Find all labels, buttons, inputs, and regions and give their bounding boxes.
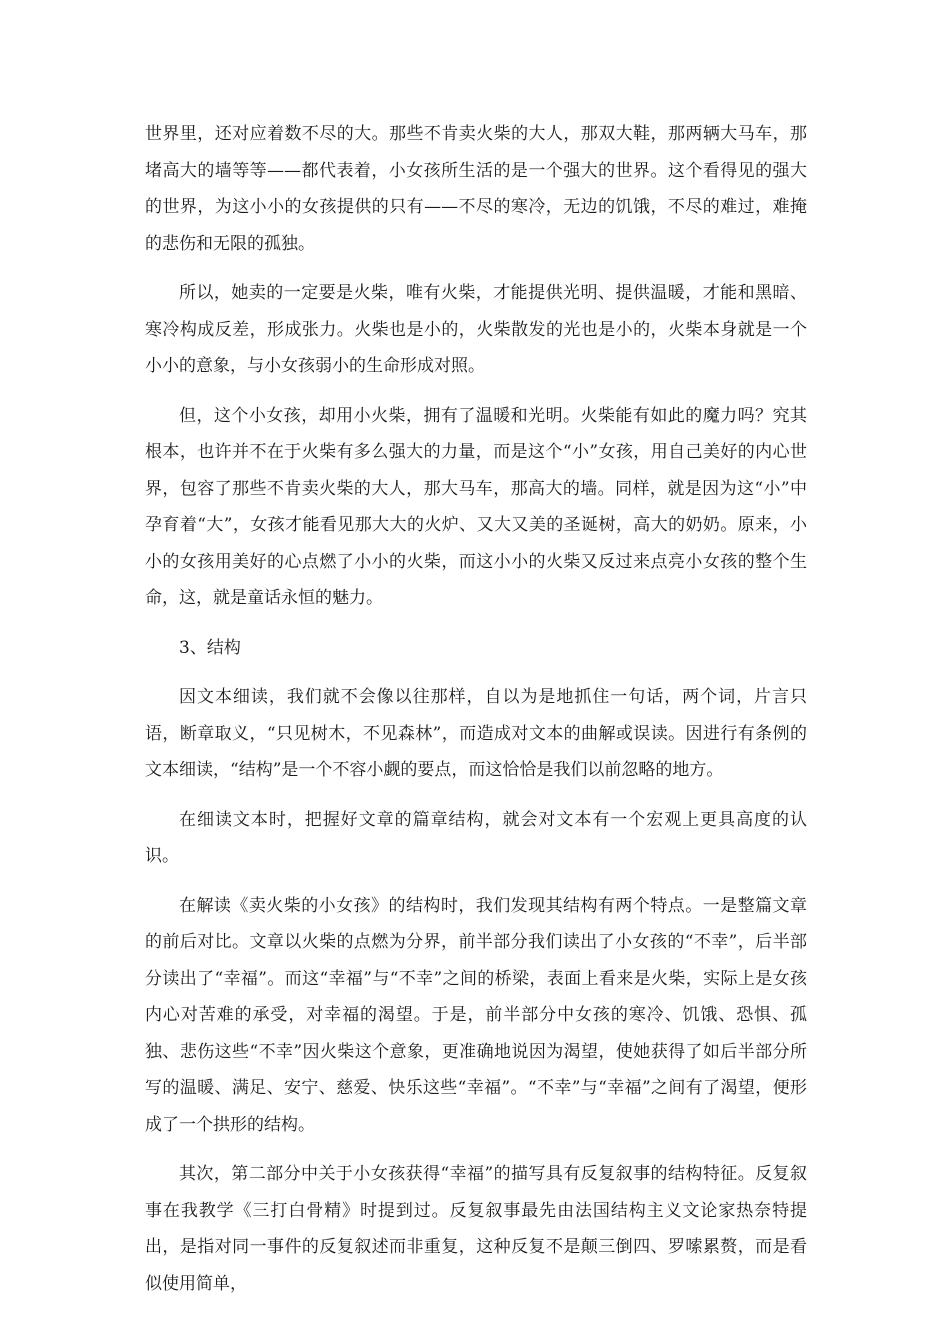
paragraph-match-choice: 所以，她卖的一定要是火柴，唯有火柴，才能提供光明、提供温暖，才能和黑暗、寒冷构成反差，形成张力。火柴也是小的，火柴散发的光也是小的，火柴本身就是一个小小的意象，与小女孩弱小的生命形成对照。 [145, 283, 807, 376]
paragraph-continued: 世界里，还对应着数不尽的大。那些不肯卖火柴的大人，那双大鞋，那两辆大马车，那堵高大的墙等等——都代表着，小女孩所生活的是一个强大的世界。这个看得见的强大的世界，为这小小的女孩提供的只有——不尽的寒冷，无边的饥饿，不尽的难过，难掩的悲伤和无限的孤独。 [145, 124, 807, 254]
paragraph-small-and-big: 但，这个小女孩，却用小火柴，拥有了温暖和光明。火柴能有如此的魔力吗？究其根本，也许并不在于火柴有多么强大的力量，而是这个“小”女孩，用自己美好的内心世界，包容了那些不肯卖火柴的大人，那大马车，那高大的墙。同样，就是因为这“小”中孕育着“大”，女孩才能看见那大大的火炉、又大又美的圣诞树，高大的奶奶。原来，小小的女孩用美好的心点燃了小小的火柴，而这小小的火柴又反过来点亮小女孩的整个生命，这，就是童话永恒的魅力。 [145, 405, 807, 608]
document-body [145, 116, 807, 1315]
paragraph-grasp-structure: 在细读文本时，把握好文章的篇章结构，就会对文本有一个宏观上更具高度的认识。 [145, 809, 807, 866]
section-heading-structure: 3、结构 [179, 637, 241, 658]
paragraph-contrast: 在解读《卖火柴的小女孩》的结构时，我们发现其结构有两个特点。一是整篇文章的前后对比。文章以火柴的点燃为分界，前半部分我们读出了小女孩的“不幸”，后半部分读出了“幸福”。而这“幸福”与“不幸”之间的桥梁，表面上看来是火柴，实际上是女孩内心对苦难的承受，对幸福的渴望。于是，前半部分中女孩的寒冷、饥饿、恐惧、孤独、悲伤这些“不幸”因火柴这个意象，更准确地说因为渴望，使她获得了如后半部分所写的温暖、满足、安宁、慈爱、快乐这些“幸福”。“不幸”与“幸福”之间有了渴望，便形成了一个拱形的结构。 [145, 895, 807, 1135]
paragraph-close-reading: 因文本细读，我们就不会像以往那样，自以为是地抓住一句话，两个词，片言只语，断章取义，“只见树木，不见森林”，而造成对文本的曲解或误读。因进行有条例的文本细读，“结构”是一个不容小觑的要点，而这恰恰是我们以前忽略的地方。 [145, 687, 807, 780]
paragraph-repetitive-narration: 其次，第二部分中关于小女孩获得“幸福”的描写具有反复叙事的结构特征。反复叙事在我教学《三打白骨精》时提到过。反复叙事最先由法国结构主义文论家热奈特提出，是指对同一事件的反复叙述而非重复，这种反复不是颠三倒四、罗嗦累赘，而是看似使用简单， [145, 1164, 807, 1294]
